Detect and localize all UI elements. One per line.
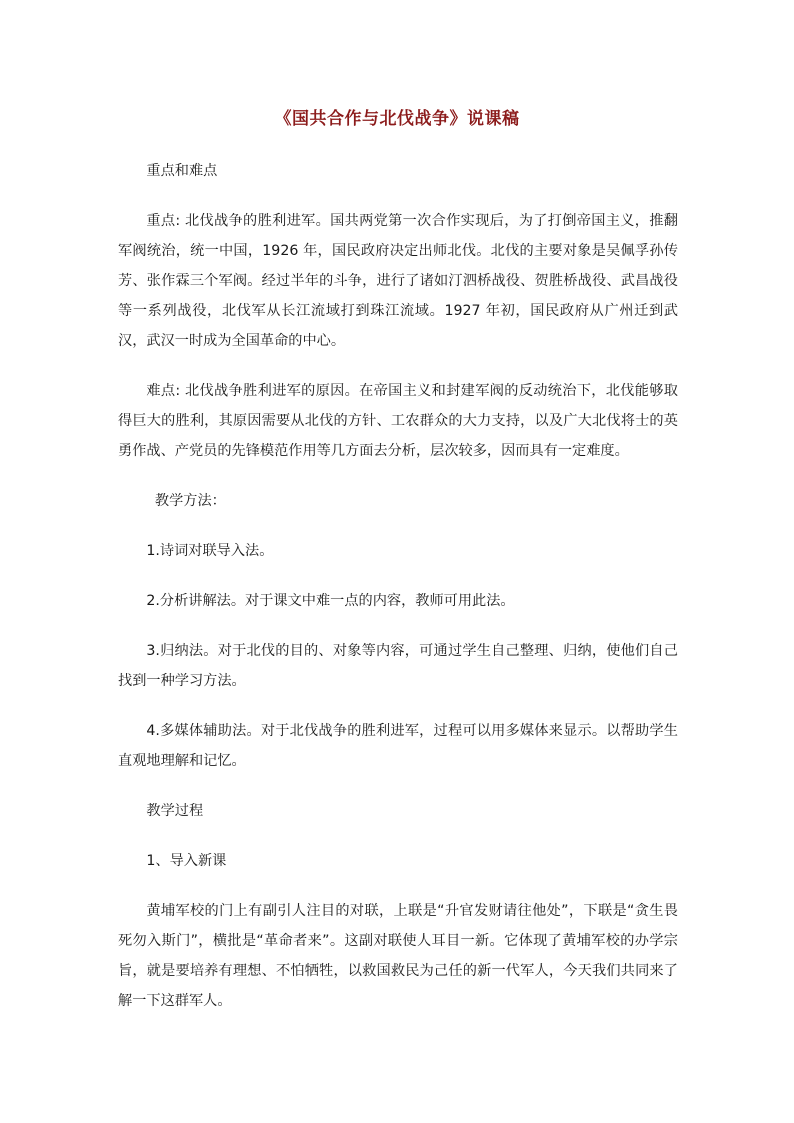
method-item-2: 2.分析讲解法。对于课文中难一点的内容，教师可用此法。: [146, 593, 515, 609]
teaching-process-heading: 教学过程: [146, 803, 204, 819]
document-title: 《国共合作与北伐战争》说课稿: [274, 109, 520, 129]
teaching-methods-heading: 教学方法：: [154, 493, 226, 509]
method-item-4: 4.多媒体辅助法。对于北伐战争的胜利进军，过程可以用多媒体来显示。以帮助学生直观地理解和记忆。: [118, 723, 678, 769]
document-body: [118, 156, 678, 1036]
method-item-1: 1.诗词对联导入法。: [146, 543, 274, 559]
step-1-paragraph: 黄埔军校的门上有副引人注目的对联，上联是“升官发财请往他处”，下联是“贪生畏死勿入斯门”，横批是“革命者来”。这副对联使人耳目一新。它体现了黄埔军校的办学宗旨，就是要培养有理想、不怕牺牲，以救国救民为己任的新一代军人，今天我们共同来了解一下这群军人。: [118, 903, 678, 1009]
difficult-point-paragraph: 难点: 北伐战争胜利进军的原因。在帝国主义和封建军阀的反动统治下，北伐能够取得巨大的胜利，其原因需要从北伐的方针、工农群众的大力支持，以及广大北伐将士的英勇作战、产党员的先锋模范作用等几方面去分析，层次较多，因而具有一定难度。: [118, 383, 678, 459]
method-item-3: 3.归纳法。对于北伐的目的、对象等内容，可通过学生自己整理、归纳，使他们自己找到一种学习方法。: [118, 643, 678, 689]
key-points-heading: 重点和难点: [146, 163, 218, 179]
key-point-paragraph: 重点: 北伐战争的胜利进军。国共两党第一次合作实现后，为了打倒帝国主义，推翻军阀统治，统一中国，1926 年，国民政府决定出师北伐。北伐的主要对象是吴佩孚孙传芳、张作霖三个军阀。经过半年的斗争，进行了诸如汀泗桥战役、贺胜桥战役、武昌战役等一系列战役，北伐军从长江流域打到珠江流域。1927 年初，国民政府从广州迁到武汉，武汉一时成为全国革命的中心。: [118, 213, 678, 349]
step-1-heading: 1、导入新课: [146, 853, 227, 869]
